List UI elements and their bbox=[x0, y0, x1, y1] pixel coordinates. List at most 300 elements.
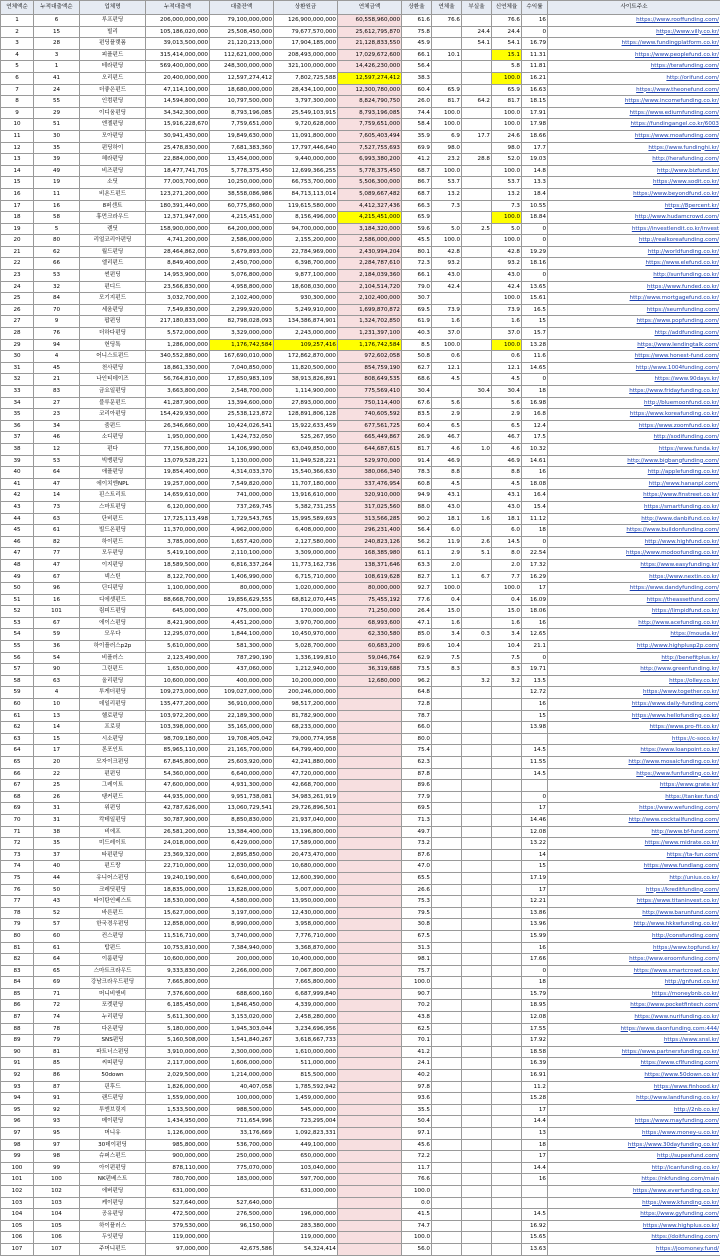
site-link[interactable]: http://www.mortgagefund.co.kr/ bbox=[548, 293, 720, 305]
site-link[interactable]: https://mouda.kr/ bbox=[548, 629, 720, 641]
cell-new-delinquency-rate: 100.0 bbox=[492, 212, 522, 224]
site-link[interactable]: https://www.funfunding.co.kr/ bbox=[548, 768, 720, 780]
site-link[interactable]: http://worldfunding.co.kr/ bbox=[548, 246, 720, 258]
cell-rank-cumulative: 34 bbox=[34, 420, 80, 432]
site-link[interactable]: https://www.daily-funding.com/ bbox=[548, 699, 720, 711]
site-link[interactable]: http://herafunding.com/ bbox=[548, 154, 720, 166]
cell-rank-cumulative: 50 bbox=[34, 884, 80, 896]
cell-repaid-principal: 5,028,700,000 bbox=[274, 641, 338, 653]
cell-yield: 17 bbox=[522, 803, 548, 815]
site-link[interactable]: https://www.kfunding.co.kr/ bbox=[548, 1197, 720, 1209]
site-link[interactable]: https://www.snsl.kr/ bbox=[548, 1035, 720, 1047]
cell-default-rate bbox=[462, 1128, 492, 1140]
cell-cumulative-loans: 10,600,000,000 bbox=[146, 675, 210, 687]
cell-rank-delinquency: 22 bbox=[1, 258, 34, 270]
cell-loan-balance: 19,708,405,042 bbox=[210, 733, 274, 745]
site-link[interactable]: https://www.funded.co.kr/ bbox=[548, 281, 720, 293]
cell-rank-cumulative: 61 bbox=[34, 525, 80, 537]
cell-cumulative-loans: 12,295,070,000 bbox=[146, 629, 210, 641]
cell-delinquency-rate bbox=[432, 954, 462, 966]
cell-new-delinquency-rate: 6.5 bbox=[492, 420, 522, 432]
cell-delinquent-amount: 5,506,300,000 bbox=[338, 177, 402, 189]
cell-yield: 16.79 bbox=[522, 38, 548, 50]
site-link[interactable]: https://www.daonfunding.com:444/ bbox=[548, 1023, 720, 1035]
cell-repayment-rate: 56.4 bbox=[402, 61, 432, 73]
cell-company-name: 50down bbox=[80, 1070, 146, 1082]
cell-cumulative-loans: 14,594,800,000 bbox=[146, 96, 210, 108]
cell-repaid-principal: 3,958,000,000 bbox=[274, 919, 338, 931]
cell-delinquency-rate bbox=[432, 212, 462, 224]
cell-new-delinquency-rate: 52.0 bbox=[492, 154, 522, 166]
cell-repaid-principal: 38,913,826,891 bbox=[274, 374, 338, 386]
site-link[interactable]: https://www.midrate.co.kr/ bbox=[548, 838, 720, 850]
site-link[interactable]: http://bluemoonfund.co.kr/ bbox=[548, 397, 720, 409]
cell-delinquency-rate bbox=[432, 722, 462, 734]
site-link[interactable]: https://www.honest-fund.com/ bbox=[548, 351, 720, 363]
site-link[interactable]: https://8percent.kr/ bbox=[548, 200, 720, 212]
site-link[interactable]: https://c-soco.kr/ bbox=[548, 733, 720, 745]
site-link[interactable]: http://www.bf-fund.com/ bbox=[548, 826, 720, 838]
cell-company-name: 하이플러스 bbox=[80, 1220, 146, 1232]
cell-repaid-principal: 13,950,000,000 bbox=[274, 896, 338, 908]
site-link[interactable]: https://www.fridayfunding.co.kr/ bbox=[548, 386, 720, 398]
cell-yield: 0 bbox=[522, 965, 548, 977]
cell-rank-delinquency: 61 bbox=[1, 710, 34, 722]
cell-default-rate bbox=[462, 791, 492, 803]
cell-rank-delinquency: 44 bbox=[1, 513, 34, 525]
site-link[interactable]: https://fundingangel.co.kr/6003 bbox=[548, 119, 720, 131]
cell-new-delinquency-rate: 46.9 bbox=[492, 455, 522, 467]
cell-rank-delinquency: 11 bbox=[1, 130, 34, 142]
site-link[interactable]: https://www.incomefunding.co.kr/ bbox=[548, 96, 720, 108]
table-row bbox=[1, 583, 720, 595]
cell-cumulative-loans: 28,464,862,000 bbox=[146, 246, 210, 258]
cell-company-name: 랜드펀딩 bbox=[80, 1093, 146, 1105]
cell-rank-cumulative: 21 bbox=[34, 374, 80, 386]
site-link[interactable]: https://www.theonefund.com/ bbox=[548, 84, 720, 96]
cell-new-delinquency-rate bbox=[492, 1058, 522, 1070]
cell-rank-cumulative: 101 bbox=[34, 606, 80, 618]
site-link[interactable]: http://addfunding.com/ bbox=[548, 328, 720, 340]
site-link[interactable]: http://www.acefunding.co.kr/ bbox=[548, 617, 720, 629]
cell-rank-cumulative: 85 bbox=[34, 1058, 80, 1070]
cell-repayment-rate: 100.0 bbox=[402, 1185, 432, 1197]
site-link[interactable]: https://www.highplus.co.kr/ bbox=[548, 1220, 720, 1232]
cell-company-name: 모기지펀드 bbox=[80, 293, 146, 305]
site-link[interactable]: https://www.grate.kr/ bbox=[548, 780, 720, 792]
site-link[interactable]: https://www.partnersfunding.co.kr/ bbox=[548, 1046, 720, 1058]
site-link[interactable]: http://www.danbifund.co.kr/ bbox=[548, 513, 720, 525]
site-link[interactable]: https://doitfunding.com/ bbox=[548, 1232, 720, 1244]
cell-repayment-rate: 50.8 bbox=[402, 351, 432, 363]
table-row bbox=[1, 617, 720, 629]
cell-repaid-principal: 9,877,100,000 bbox=[274, 270, 338, 282]
table-row bbox=[1, 304, 720, 316]
cell-default-rate: 0.3 bbox=[462, 629, 492, 641]
cell-rank-cumulative: 12 bbox=[34, 443, 80, 455]
cell-cumulative-loans: 109,273,000,000 bbox=[146, 687, 210, 699]
cell-rank-cumulative: 16 bbox=[34, 200, 80, 212]
cell-new-delinquency-rate: 4.6 bbox=[492, 443, 522, 455]
site-link[interactable]: https://www.zoomfund.co.kr/ bbox=[548, 420, 720, 432]
cell-cumulative-loans: 1,826,000,000 bbox=[146, 1081, 210, 1093]
site-link[interactable]: https://www.50down.co.kr/ bbox=[548, 1070, 720, 1082]
site-link[interactable]: https://moneybnb.co.kr/ bbox=[548, 988, 720, 1000]
site-link[interactable]: http://supexfund.com/ bbox=[548, 1151, 720, 1163]
cell-delinquent-amount: 1,176,742,584 bbox=[338, 339, 402, 351]
cell-rank-cumulative: 61 bbox=[34, 942, 80, 954]
cell-new-delinquency-rate bbox=[492, 768, 522, 780]
site-link[interactable]: http://www.highfund.co.kr/ bbox=[548, 536, 720, 548]
site-link[interactable]: http://www.hkkwfunding.co.kr/ bbox=[548, 919, 720, 931]
site-link[interactable]: https://www.buildonfunding.com/ bbox=[548, 525, 720, 537]
site-link[interactable]: https://www.cflfunding.com/ bbox=[548, 1058, 720, 1070]
site-link[interactable]: https://www.mayfunding.com/ bbox=[548, 1116, 720, 1128]
cell-company-name: 주머니펀드 bbox=[80, 1243, 146, 1255]
cell-delinquency-rate bbox=[432, 26, 462, 38]
cell-rank-delinquency: 103 bbox=[1, 1197, 34, 1209]
cell-cumulative-loans: 527,640,000 bbox=[146, 1197, 210, 1209]
cell-repayment-rate: 26.4 bbox=[402, 606, 432, 618]
cell-rank-delinquency: 47 bbox=[1, 548, 34, 560]
site-link[interactable]: https://nkfunding.com/main bbox=[548, 1174, 720, 1186]
cell-repayment-rate: 26.9 bbox=[402, 432, 432, 444]
cell-company-name: 탑펀드 bbox=[80, 942, 146, 954]
cell-repaid-principal: 25,549,103,915 bbox=[274, 107, 338, 119]
cell-company-name: 비플러스 bbox=[80, 652, 146, 664]
site-link[interactable]: https://www.titaninvest.co.kr/ bbox=[548, 896, 720, 908]
cell-rank-delinquency: 82 bbox=[1, 954, 34, 966]
cell-default-rate bbox=[462, 165, 492, 177]
site-link[interactable]: http://benefitplus.kr/ bbox=[548, 652, 720, 664]
cell-delinquent-amount: 25,612,795,870 bbox=[338, 26, 402, 38]
site-link[interactable]: https://www.smartcrowd.co.kr/ bbox=[548, 965, 720, 977]
site-link[interactable]: https://www.easyfunding.kr/ bbox=[548, 559, 720, 571]
cell-delinquency-rate: 73.9 bbox=[432, 304, 462, 316]
site-link[interactable]: https://www.90days.kr/ bbox=[548, 374, 720, 386]
cell-rank-cumulative: 4 bbox=[34, 351, 80, 363]
cell-rank-cumulative: 81 bbox=[34, 1046, 80, 1058]
cell-default-rate bbox=[462, 432, 492, 444]
site-link[interactable]: http://www.highplusp2p.com/ bbox=[548, 641, 720, 653]
site-link[interactable]: http://sodifunding.com/ bbox=[548, 432, 720, 444]
cell-cumulative-loans: 1,650,000,000 bbox=[146, 664, 210, 676]
cell-new-delinquency-rate: 14.5 bbox=[492, 536, 522, 548]
table-row bbox=[1, 1139, 720, 1151]
cell-cumulative-loans: 9,333,830,000 bbox=[146, 965, 210, 977]
site-link[interactable]: https://www.rooffunding.com/ bbox=[548, 15, 720, 27]
table-row bbox=[1, 1243, 720, 1255]
cell-repayment-rate: 65.5 bbox=[402, 872, 432, 884]
cell-company-name: 에버펀딩 bbox=[80, 1185, 146, 1197]
site-link[interactable]: http://sunfunding.co.kr/ bbox=[548, 270, 720, 282]
cell-loan-balance: 4,958,800,000 bbox=[210, 281, 274, 293]
cell-repayment-rate: 66.3 bbox=[402, 200, 432, 212]
table-row bbox=[1, 1023, 720, 1035]
site-link[interactable]: https://www.sodit.co.kr/ bbox=[548, 177, 720, 189]
cell-company-name: 단비펀드 bbox=[80, 513, 146, 525]
cell-rank-delinquency: 32 bbox=[1, 374, 34, 386]
site-link[interactable]: http://orifund.com/ bbox=[548, 72, 720, 84]
table-row bbox=[1, 96, 720, 108]
cell-default-rate: 1.6 bbox=[462, 513, 492, 525]
site-link[interactable]: http://consfunding.com/ bbox=[548, 930, 720, 942]
site-link[interactable]: https://terafunding.com/ bbox=[548, 61, 720, 73]
table-row bbox=[1, 467, 720, 479]
cell-new-delinquency-rate: 100.0 bbox=[492, 119, 522, 131]
cell-repayment-rate: 70.2 bbox=[402, 1000, 432, 1012]
table-row bbox=[1, 1093, 720, 1105]
site-link[interactable]: https://tanker.fund/ bbox=[548, 791, 720, 803]
cell-repayment-rate: 78.3 bbox=[402, 467, 432, 479]
site-link[interactable]: http://2nb.co.kr/ bbox=[548, 1104, 720, 1116]
cell-default-rate: 3.2 bbox=[462, 675, 492, 687]
cell-repayment-rate: 91.4 bbox=[402, 455, 432, 467]
cell-default-rate bbox=[462, 281, 492, 293]
cell-repaid-principal: 79,677,570,000 bbox=[274, 26, 338, 38]
cell-rank-cumulative: 6 bbox=[34, 15, 80, 27]
cell-new-delinquency-rate: 10.4 bbox=[492, 641, 522, 653]
site-link[interactable]: http://realkoreafunding.com/ bbox=[548, 235, 720, 247]
site-link[interactable]: https://www.hellofunding.co.kr/ bbox=[548, 710, 720, 722]
cell-delinquent-amount: 1,231,397,100 bbox=[338, 328, 402, 340]
cell-rank-cumulative: 44 bbox=[34, 872, 80, 884]
cell-company-name: 크레딧펀딩 bbox=[80, 884, 146, 896]
site-link[interactable]: https://joomoney.fund/ bbox=[548, 1243, 720, 1255]
cell-repaid-principal: 103,040,000 bbox=[274, 1162, 338, 1174]
site-link[interactable]: https://www.fundinghi.kr/ bbox=[548, 142, 720, 154]
cell-new-delinquency-rate bbox=[492, 919, 522, 931]
site-link[interactable]: https://www.wefunding.com/ bbox=[548, 803, 720, 815]
cell-cumulative-loans: 6,185,450,000 bbox=[146, 1000, 210, 1012]
cell-loan-balance: 183,000,000 bbox=[210, 1174, 274, 1186]
cell-cumulative-loans: 15,916,228,670 bbox=[146, 119, 210, 131]
cell-rank-delinquency: 79 bbox=[1, 919, 34, 931]
site-link[interactable]: https://www.modoofunding.co.kr/ bbox=[548, 548, 720, 560]
site-link[interactable]: http://www.landfunding.co.kr/ bbox=[548, 1093, 720, 1105]
cell-company-name: 머니비앤비 bbox=[80, 988, 146, 1000]
cell-rank-cumulative: 80 bbox=[34, 235, 80, 247]
cell-rank-cumulative: 94 bbox=[34, 339, 80, 351]
cell-delinquent-amount: 14,426,230,000 bbox=[338, 61, 402, 73]
site-link[interactable]: http://www.greenfunding.kr/ bbox=[548, 664, 720, 676]
cell-delinquent-amount: 320,910,000 bbox=[338, 490, 402, 502]
cell-repayment-rate: 30.4 bbox=[402, 386, 432, 398]
site-link[interactable]: https://www.nextin.co.kr/ bbox=[548, 571, 720, 583]
site-link[interactable]: http://www.bizfund.kr/ bbox=[548, 165, 720, 177]
site-link[interactable]: https://www.fundlang.com/ bbox=[548, 861, 720, 873]
cell-new-delinquency-rate: 18.1 bbox=[492, 513, 522, 525]
cell-loan-balance: 250,000,000 bbox=[210, 1151, 274, 1163]
cell-yield: 16.8 bbox=[522, 409, 548, 421]
site-link[interactable]: https://www.elefund.co.kr/ bbox=[548, 258, 720, 270]
table-row bbox=[1, 119, 720, 131]
column-header-delinquency-rate: 연체율 bbox=[432, 1, 462, 15]
site-link[interactable]: http://www.bigbangfunding.com/ bbox=[548, 455, 720, 467]
cell-rank-cumulative: 92 bbox=[34, 1104, 80, 1116]
cell-repayment-rate: 93.6 bbox=[402, 1093, 432, 1105]
cell-loan-balance bbox=[210, 977, 274, 989]
cell-repaid-principal: 6,687,999,840 bbox=[274, 988, 338, 1000]
site-link[interactable]: https://www.pocketfintech.com/ bbox=[548, 1000, 720, 1012]
cell-new-delinquency-rate bbox=[492, 1139, 522, 1151]
site-link[interactable]: https://www.loanpoint.co.kr/ bbox=[548, 745, 720, 757]
cell-repayment-rate: 75.4 bbox=[402, 745, 432, 757]
cell-delinquency-rate: 8.3 bbox=[432, 664, 462, 676]
cell-new-delinquency-rate: 2.9 bbox=[492, 409, 522, 421]
site-link[interactable]: https://smartfunding.co.kr/ bbox=[548, 501, 720, 513]
site-link[interactable]: http://www.hananpl.com/ bbox=[548, 478, 720, 490]
site-link[interactable]: https://www.villy.co.kr/ bbox=[548, 26, 720, 38]
cell-rank-cumulative: 19 bbox=[34, 177, 80, 189]
site-link[interactable]: https://www.gyfunding.com/ bbox=[548, 1209, 720, 1221]
table-row bbox=[1, 768, 720, 780]
site-link[interactable]: http://www.mosaicfunding.co.kr/ bbox=[548, 757, 720, 769]
cell-delinquent-amount: 4,215,451,000 bbox=[338, 212, 402, 224]
site-link[interactable]: https://www.koreafunding.co.kr/ bbox=[548, 409, 720, 421]
cell-new-delinquency-rate: 5.0 bbox=[492, 223, 522, 235]
site-link[interactable]: https://www.money-u.co.kr/ bbox=[548, 1128, 720, 1140]
cell-cumulative-loans: 1,100,000,000 bbox=[146, 583, 210, 595]
cell-repaid-principal: 3,970,700,000 bbox=[274, 617, 338, 629]
cell-cumulative-loans: 4,741,200,000 bbox=[146, 235, 210, 247]
cell-yield: 15.28 bbox=[522, 1093, 548, 1105]
cell-new-delinquency-rate: 15.1 bbox=[492, 49, 522, 61]
cell-delinquency-rate bbox=[432, 919, 462, 931]
cell-default-rate bbox=[462, 316, 492, 328]
cell-new-delinquency-rate: 5.8 bbox=[492, 61, 522, 73]
cell-rank-delinquency: 66 bbox=[1, 768, 34, 780]
site-link[interactable]: https://www.finstreet.co.kr/ bbox=[548, 490, 720, 502]
cell-yield: 18 bbox=[522, 1139, 548, 1151]
site-link[interactable]: https://ta-fun.com/ bbox=[548, 849, 720, 861]
site-link[interactable]: http://www.barunfund.com/ bbox=[548, 907, 720, 919]
cell-rank-cumulative: 83 bbox=[34, 386, 80, 398]
site-link[interactable]: https://www.30dayfunding.co.kr/ bbox=[548, 1139, 720, 1151]
cell-delinquency-rate: 6.0 bbox=[432, 525, 462, 537]
site-link[interactable]: https://theassetfund.com/ bbox=[548, 594, 720, 606]
site-link[interactable]: https://www.pro-fit.co.kr/ bbox=[548, 722, 720, 734]
cell-new-delinquency-rate: 7.7 bbox=[492, 571, 522, 583]
cell-cumulative-loans: 18,861,330,000 bbox=[146, 362, 210, 374]
cell-cumulative-loans: 26,346,660,000 bbox=[146, 420, 210, 432]
cell-loan-balance: 5,778,375,450 bbox=[210, 165, 274, 177]
cell-new-delinquency-rate: 76.6 bbox=[492, 15, 522, 27]
cell-rank-cumulative: 15 bbox=[34, 733, 80, 745]
cell-delinquent-amount: 108,619,628 bbox=[338, 571, 402, 583]
cell-loan-balance: 1,406,990,000 bbox=[210, 571, 274, 583]
cell-company-name: 파트너스펀딩 bbox=[80, 1046, 146, 1058]
cell-repayment-rate: 80.1 bbox=[402, 246, 432, 258]
cell-new-delinquency-rate: 37.0 bbox=[492, 328, 522, 340]
cell-yield: 17.7 bbox=[522, 142, 548, 154]
site-link[interactable]: https://www.nurifunding.co.kr/ bbox=[548, 1012, 720, 1024]
cell-cumulative-loans: 2,117,000,000 bbox=[146, 1058, 210, 1070]
site-link[interactable]: https://www.beyondfund.co.kr/ bbox=[548, 188, 720, 200]
cell-new-delinquency-rate bbox=[492, 872, 522, 884]
cell-loan-balance: 42,675,586 bbox=[210, 1243, 274, 1255]
cell-rank-delinquency: 6 bbox=[1, 72, 34, 84]
cell-delinquency-rate: 1.6 bbox=[432, 316, 462, 328]
site-link[interactable]: https://seumfunding.com/ bbox=[548, 304, 720, 316]
site-link[interactable]: https://www.finhood.kr/ bbox=[548, 1081, 720, 1093]
cell-delinquent-amount: 3,184,320,000 bbox=[338, 223, 402, 235]
site-link[interactable]: https://investlendit.co.kr/invest bbox=[548, 223, 720, 235]
site-link[interactable]: https://www.eroomfunding.com/ bbox=[548, 954, 720, 966]
cell-delinquent-amount: 17,029,672,600 bbox=[338, 49, 402, 61]
cell-rank-cumulative: 4 bbox=[34, 687, 80, 699]
cell-cumulative-loans: 22,884,000,000 bbox=[146, 154, 210, 166]
site-link[interactable]: https://olley.co.kr/ bbox=[548, 675, 720, 687]
cell-rank-cumulative: 91 bbox=[34, 1093, 80, 1105]
cell-repaid-principal: 11,773,162,736 bbox=[274, 559, 338, 571]
cell-repaid-principal: 81,782,900,000 bbox=[274, 710, 338, 722]
site-link[interactable]: https://limpidfund.co.kr/ bbox=[548, 606, 720, 618]
cell-default-rate bbox=[462, 72, 492, 84]
cell-new-delinquency-rate bbox=[492, 1104, 522, 1116]
site-link[interactable]: http://www.cocktailfunding.com/ bbox=[548, 814, 720, 826]
site-link[interactable]: http://www.hudamcrowd.com/ bbox=[548, 212, 720, 224]
site-link[interactable]: http://applefunding.co.kr/ bbox=[548, 467, 720, 479]
site-link[interactable]: https://www.topfund.kr/ bbox=[548, 942, 720, 954]
cell-cumulative-loans: 18,589,500,000 bbox=[146, 559, 210, 571]
cell-rank-cumulative: 105 bbox=[34, 1220, 80, 1232]
cell-yield: 17 bbox=[522, 1151, 548, 1163]
site-link[interactable]: http://icanfunding.co.kr/ bbox=[548, 1162, 720, 1174]
table-row bbox=[1, 107, 720, 119]
cell-delinquent-amount: 8,793,196,085 bbox=[338, 107, 402, 119]
site-link[interactable]: http://gnfund.co.kr/ bbox=[548, 977, 720, 989]
site-link[interactable]: https://www.lendingtalk.com/ bbox=[548, 339, 720, 351]
cell-yield: 22.54 bbox=[522, 548, 548, 560]
site-link[interactable]: https://www.ediumfunding.com/ bbox=[548, 107, 720, 119]
site-link[interactable]: http://unius.co.kr/ bbox=[548, 872, 720, 884]
cell-loan-balance: 1,424,732,050 bbox=[210, 432, 274, 444]
cell-new-delinquency-rate bbox=[492, 884, 522, 896]
site-link[interactable]: https://www.together.co.kr/ bbox=[548, 687, 720, 699]
cell-delinquency-rate: 46.7 bbox=[432, 432, 462, 444]
site-link[interactable]: https://www.moafunding.com/ bbox=[548, 130, 720, 142]
cell-company-name: 천사펀딩 bbox=[80, 362, 146, 374]
cell-yield: 17.98 bbox=[522, 119, 548, 131]
cell-cumulative-loans: 13,079,528,221 bbox=[146, 455, 210, 467]
cell-rank-cumulative: 69 bbox=[34, 977, 80, 989]
site-link[interactable]: https://www.everfunding.co.kr/ bbox=[548, 1185, 720, 1197]
site-link[interactable]: https://www.fundingplatform.co.kr/ bbox=[548, 38, 720, 50]
site-link[interactable]: https://www.funda.kr/ bbox=[548, 443, 720, 455]
site-link[interactable]: https://kreditfunding.com/ bbox=[548, 884, 720, 896]
cell-company-name: 이지펀딩 bbox=[80, 559, 146, 571]
cell-yield: 16 bbox=[522, 15, 548, 27]
table-row bbox=[1, 826, 720, 838]
cell-loan-balance: 1,176,742,584 bbox=[210, 339, 274, 351]
site-link[interactable]: https://www.dandyfunding.com/ bbox=[548, 583, 720, 595]
cell-loan-balance: 4,580,000,000 bbox=[210, 896, 274, 908]
site-link[interactable]: https://www.popfunding.com/ bbox=[548, 316, 720, 328]
cell-delinquency-rate: 93.2 bbox=[432, 258, 462, 270]
cell-loan-balance: 12,597,274,412 bbox=[210, 72, 274, 84]
site-link[interactable]: http://www.1004funding.com/ bbox=[548, 362, 720, 374]
cell-repaid-principal: 650,000,000 bbox=[274, 1151, 338, 1163]
cell-rank-delinquency: 68 bbox=[1, 791, 34, 803]
cell-cumulative-loans: 3,663,800,000 bbox=[146, 386, 210, 398]
cell-delinquency-rate: 81.7 bbox=[432, 96, 462, 108]
cell-repaid-principal: 4,339,000,000 bbox=[274, 1000, 338, 1012]
cell-default-rate bbox=[462, 351, 492, 363]
cell-repayment-rate: 40.3 bbox=[402, 328, 432, 340]
cell-rank-cumulative: 65 bbox=[34, 965, 80, 977]
site-link[interactable]: https://www.peoplefund.co.kr/ bbox=[548, 49, 720, 61]
